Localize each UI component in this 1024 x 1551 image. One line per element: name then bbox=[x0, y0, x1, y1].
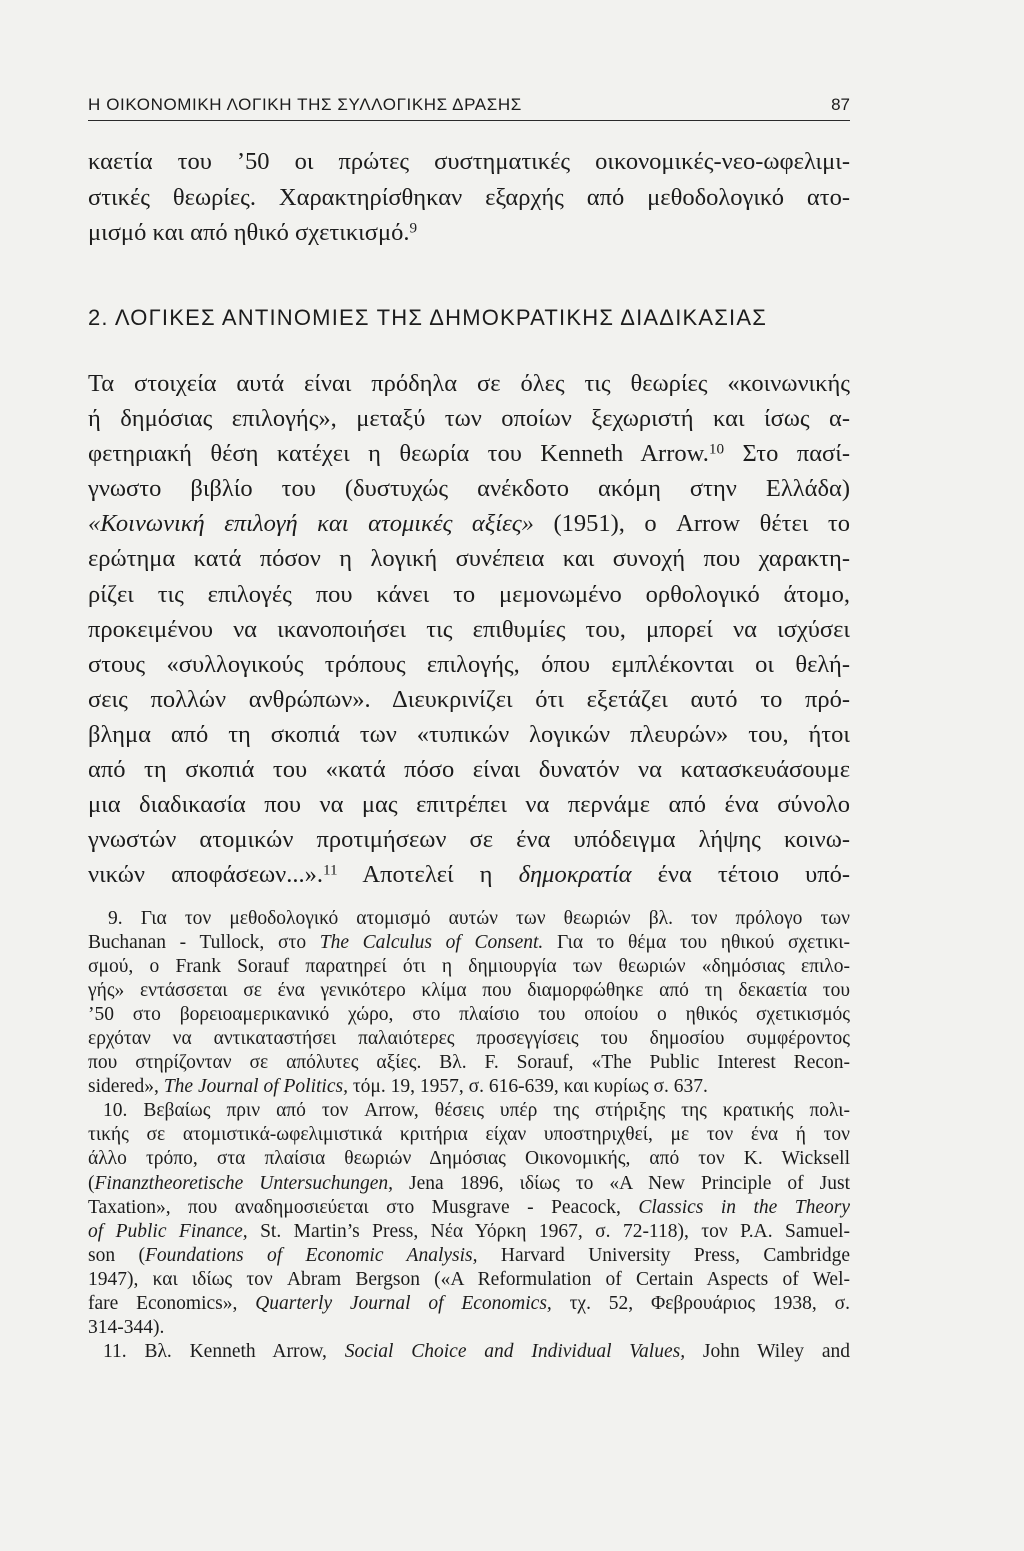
text-segment: Harvard University Press, Cambridge bbox=[477, 1244, 850, 1266]
footnote-line: ερχόταν να αντικαταστήσει παλαιότερες προσεγγίσεις του δημοσίου συμφέροντος bbox=[88, 1028, 850, 1050]
text-segment: sidered», bbox=[88, 1076, 164, 1098]
text-segment: τχ. 52, Φεβρουάριος 1938, σ. bbox=[551, 1292, 850, 1314]
text-segment: μισμό και από ηθικό σχετικισμό. bbox=[88, 219, 410, 246]
text-segment: (1951), ο Arrow θέτει το bbox=[533, 510, 850, 538]
footnote-line: 10. Βεβαίως πριν από τον Arrow, θέσεις υπέρ της στήριξης της κρατικής πολι- bbox=[103, 1100, 850, 1122]
footnote-11 bbox=[88, 1340, 850, 1364]
running-header bbox=[88, 90, 850, 121]
footnote-line: τικής σε ατομιστικά-ωφελιμιστικά κριτήρια είχαν υποστηριχθεί, με τον ένα ή τον bbox=[88, 1124, 850, 1146]
text-segment: fare Economics», bbox=[88, 1292, 256, 1314]
text-line: γνωστών ατομικών προτιμήσεων σε ένα υπόδειγμα λήψης κοινω- bbox=[88, 826, 850, 854]
italic-book-title: Social Choice and Individual Values, bbox=[344, 1340, 686, 1362]
italic-book-title: of Public Finance, bbox=[88, 1220, 248, 1242]
footnote-line bbox=[88, 931, 850, 955]
footnote-line bbox=[88, 1292, 850, 1316]
footnote-line: 314-344). bbox=[88, 1316, 165, 1338]
text-segment: ένα τέτοιο υπό- bbox=[631, 861, 851, 889]
text-line: καετία του ’50 οι πρώτες συστηματικές οικονομικές-νεο-ωφελιμι- bbox=[88, 148, 850, 175]
text-line: ρίζει τις επιλογές που κάνει το μεμονωμένο ορθολογικό άτομο, bbox=[88, 580, 850, 608]
text-segment: St. Martin’s Press, Νέα Υόρκη 1967, σ. 72-118), τον P.A. Samuel- bbox=[247, 1220, 850, 1242]
footnote-line bbox=[88, 1220, 850, 1244]
text-segment: son ( bbox=[88, 1244, 145, 1266]
footnote-line: που στηρίζονταν σε απόλυτες αξίες. Βλ. F. Sorauf, «The Public Interest Recon- bbox=[88, 1052, 850, 1074]
section-heading: 2. ΛΟΓΙΚΕΣ ΑΝΤΙΝΟΜΙΕΣ ΤΗΣ ΔΗΜΟΚΡΑΤΙΚΗΣ ΔΙΑΔΙΚΑΣΙΑΣ bbox=[88, 305, 768, 330]
continued-paragraph bbox=[88, 144, 850, 251]
text-segment: Στο πασί- bbox=[724, 440, 851, 468]
italic-book-title: The Calculus of Consent. bbox=[319, 932, 544, 954]
italic-book-title: «Κοινωνική επιλογή και ατομικές αξίες» bbox=[88, 510, 534, 538]
text-line: προκειμένου να ικανοποιήσει τις επιθυμίες του, μπορεί να ισχύσει bbox=[88, 615, 850, 643]
footnote-line: 9. Για τον μεθοδολογικό ατομισμό αυτών των θεωριών βλ. τον πρόλογο των bbox=[108, 908, 850, 929]
footnote-9 bbox=[88, 907, 850, 1099]
text-line: μια διαδικασία που να μας επιτρέπει να περνάμε από ένα σύνολο bbox=[88, 791, 850, 819]
text-line: Τα στοιχεία αυτά είναι πρόδηλα σε όλες τις θεωρίες «κοινωνικής bbox=[88, 370, 850, 397]
text-segment: Jena 1896, ιδίως το «A New Principle of Just bbox=[393, 1172, 851, 1194]
text-line bbox=[88, 215, 850, 251]
footnote-line bbox=[88, 1196, 850, 1220]
text-line: σεις πολλών ανθρώπων». Διευκρινίζει ότι εξετάζει αυτό το πρό- bbox=[88, 685, 850, 713]
footnotes bbox=[88, 907, 850, 1364]
text-segment: Taxation», που αναδημοσιεύεται στο Musgrave - Peacock, bbox=[88, 1196, 639, 1218]
italic-book-title: Foundations of Economic Analysis, bbox=[144, 1244, 478, 1266]
text-line: ή δημόσιας επιλογής», μεταξύ των οποίων ξεχωριστή και ίσως α- bbox=[88, 405, 850, 433]
body-paragraph bbox=[88, 366, 850, 892]
italic-emphasis: δημοκρατία bbox=[518, 861, 632, 889]
footnote-line: άλλο τρόπο, στα πλαίσια θεωριών Δημόσιας Οικονομικής, από τον K. Wicksell bbox=[88, 1148, 850, 1170]
page-number: 87 bbox=[831, 95, 850, 114]
footnote-line bbox=[88, 1340, 850, 1364]
text-line bbox=[88, 506, 850, 541]
text-line: βλημα από τη σκοπιά των «τυπικών λογικών πλευρών» του, ήτοι bbox=[88, 720, 850, 748]
footnote-line bbox=[88, 1172, 850, 1196]
text-segment: ( bbox=[88, 1172, 95, 1194]
text-segment: Για το θέμα του ηθικού σχετικι- bbox=[543, 932, 851, 954]
footnote-line: 1947), και ιδίως τον Abram Bergson («A Reformulation of Certain Aspects of Wel- bbox=[88, 1268, 850, 1290]
text-line bbox=[88, 857, 850, 892]
italic-book-title: Classics in the Theory bbox=[638, 1196, 850, 1218]
italic-book-title: Finanztheoretische Untersuchungen, bbox=[94, 1172, 394, 1194]
footnote-10 bbox=[88, 1099, 850, 1339]
text-segment: Αποτελεί η bbox=[337, 861, 519, 889]
running-title: Η ΟΙΚΟΝΟΜΙΚΗ ΛΟΓΙΚΗ ΤΗΣ ΣΥΛΛΟΓΙΚΗΣ ΔΡΑΣΗΣ bbox=[88, 95, 522, 114]
footnote-line bbox=[88, 1244, 850, 1268]
footnote-line bbox=[88, 1075, 850, 1099]
text-line: στικές θεωρίες. Χαρακτηρίσθηκαν εξαρχής από μεθοδολογικό ατο- bbox=[88, 183, 850, 211]
text-line: στους «συλλογικούς τρόπους επιλογής, όπου εμπλέκονται οι θελή- bbox=[88, 650, 850, 678]
text-segment: νικών αποφάσεων...». bbox=[88, 861, 323, 889]
text-segment: φετηριακή θέση κατέχει η θεωρία του Kenneth Arrow. bbox=[88, 440, 709, 468]
footnote-line: γής» εντάσσεται σε ένα γενικότερο κλίμα που διαμορφώθηκε από τη δεκαετία του bbox=[88, 980, 850, 1002]
footnote-line: ’50 στο βορειοαμερικανικό χώρο, στο πλαίσιο του οποίου ο ηθικός σχετικισμός bbox=[88, 1004, 850, 1026]
footnote-ref-9: 9 bbox=[409, 219, 418, 237]
text-segment: 11. Βλ. Kenneth Arrow, bbox=[103, 1340, 345, 1362]
text-segment: John Wiley and bbox=[685, 1340, 850, 1362]
text-segment: τόμ. 19, 1957, σ. 616-639, και κυρίως σ. 637. bbox=[347, 1076, 708, 1098]
text-line: από τη σκοπιά του «κατά πόσο είναι δυνατόν να κατασκευάσουμε bbox=[88, 756, 850, 784]
text-segment: Buchanan - Tullock, στο bbox=[88, 932, 320, 954]
italic-journal-title: Quarterly Journal of Economics, bbox=[255, 1292, 552, 1314]
text-line: γνωστο βιβλίο του (δυστυχώς ανέκδοτο ακόμη στην Ελλάδα) bbox=[88, 475, 850, 503]
text-line: ερώτημα κατά πόσον η λογική συνέπεια και συνοχή που χαρακτη- bbox=[88, 545, 850, 573]
italic-journal-title: The Journal of Politics, bbox=[163, 1076, 348, 1098]
footnote-line: σμού, ο Frank Sorauf παρατηρεί ότι η δημιουργία των θεωριών «δημόσιας επιλο- bbox=[88, 956, 850, 978]
text-line bbox=[88, 436, 850, 471]
footnote-ref-10: 10 bbox=[708, 440, 725, 458]
footnote-ref-11: 11 bbox=[323, 861, 338, 879]
